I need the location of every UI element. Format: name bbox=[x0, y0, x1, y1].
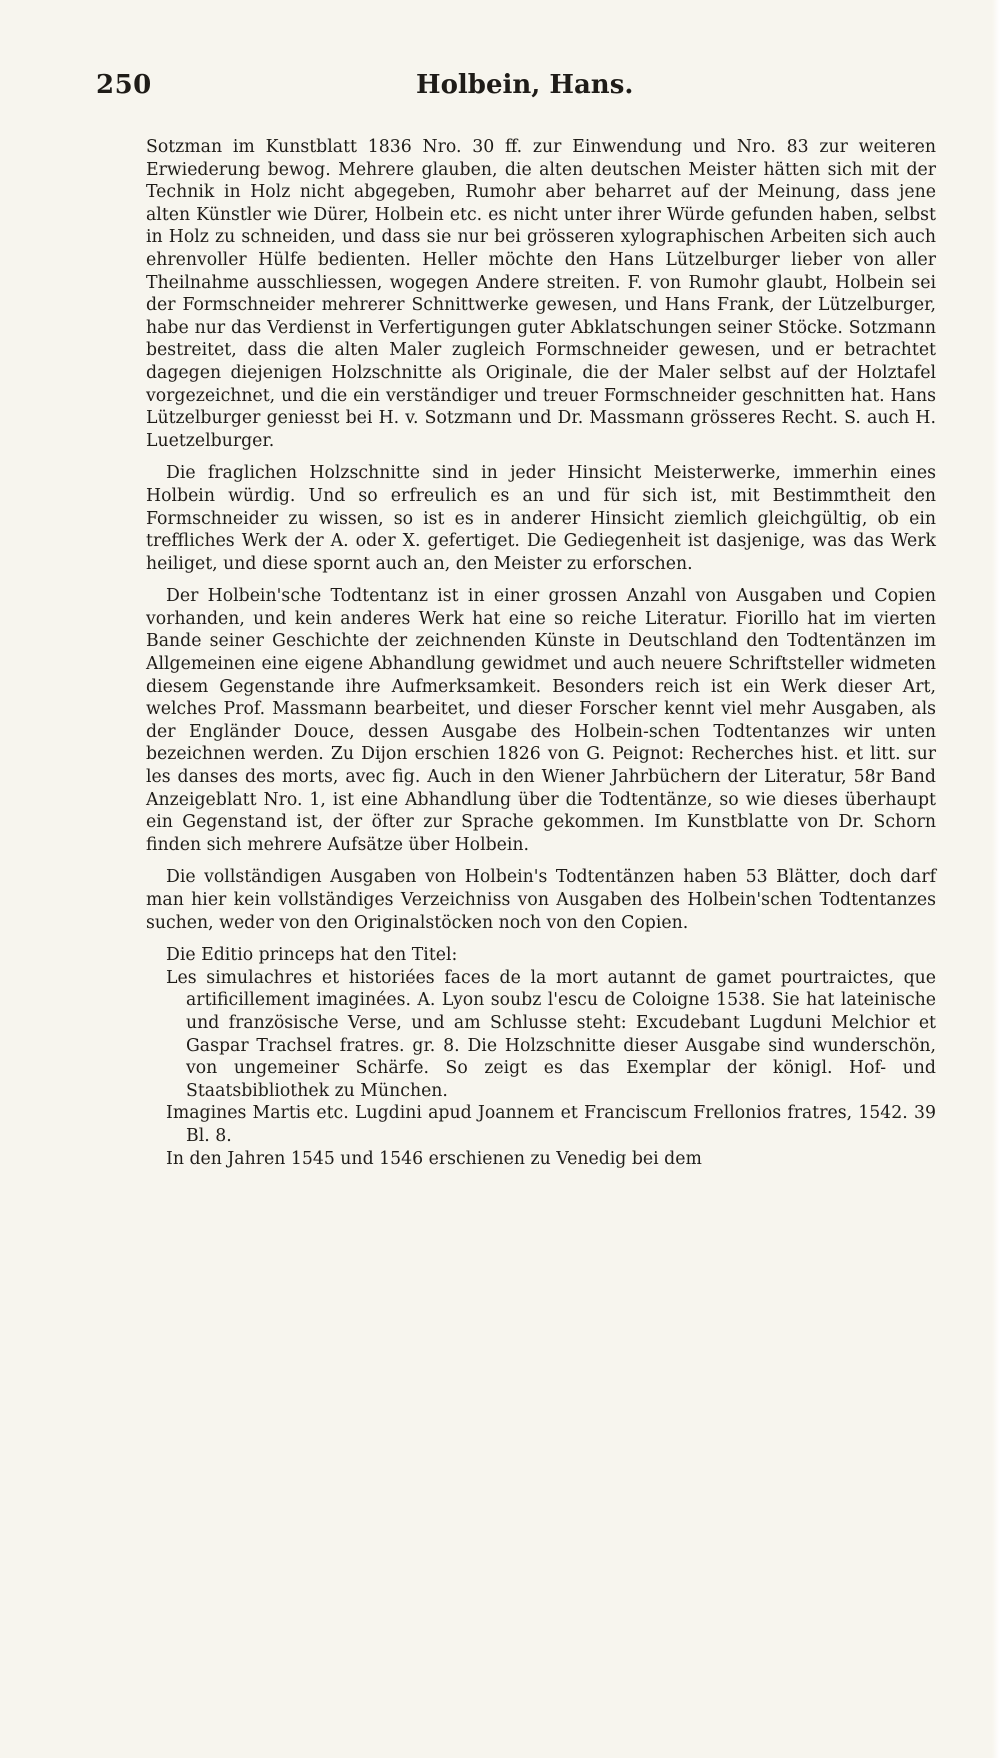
paragraph-holzschnitte: Die fraglichen Holzschnitte sind in jeder Hinsicht Meisterwerke, immerhin eines Holbein würdig. Und so erfreulich es an und für sich ist, mit Bestimmtheit den Formschneider zu wissen, so ist es in anderer Hinsicht ziemlich gleichgültig, ob ein treffliches Werk der A. oder X. gefertiget. Die Gediegenheit ist dasjenige, was das Werk heiliget, und diese spornt auch an, den Meister zu erforschen. bbox=[146, 463, 936, 574]
entry-imagines-martis: Imagines Martis etc. Lugdini apud Joannem et Franciscum Frellonios fratres, 1542. 39 Bl. 8. bbox=[166, 1103, 936, 1146]
paragraph-todtentanz: Der Holbein'sche Todtentanz ist in einer grossen Anzahl von Ausgaben und Copien vorhanden, und kein anderes Werk hat eine so reiche Literatur. Fiorillo hat im vierten Bande seiner Geschichte der zeichnenden Künste in Deutschland den Todtentänzen im Allgemeinen eine eigene Abhandlung gewidmet und auch neuere Schriftsteller widmeten diesem Gegenstande ihre Aufmerksamkeit. Besonders reich ist ein Werk dieser Art, welches Prof. Massmann bearbeitet, und dieser Forscher kennt viel mehr Ausgaben, als der Engländer Douce, dessen Ausgabe des Holbein-schen Todtentanzes wir unten bezeichnen werden. Zu Dijon erschien 1826 von G. Peignot: Recherches hist. et litt. sur les danses des morts, avec fig. Auch in den Wiener Jahrbüchern der Literatur, 58r Band Anzeigeblatt Nro. 1, ist eine Abhandlung über die Todtentänze, so wie dieses überhaupt ein Gegenstand ist, der öfter zur Sprache gekommen. Im Kunstblatte von Dr. Schorn finden sich mehrere Aufsätze über Holbein. bbox=[146, 586, 936, 855]
entry-simulachres: Les simulachres et historiées faces de la mort autannt de gamet pourtraictes, que artificillement imaginées. A. Lyon soubz l'escu de Coloigne 1538. Sie hat lateinische und französische Verse, und am Schlusse steht: Excudebant Lugduni Melchior et Gaspar Trachsel fratres. gr. 8. Die Holzschnitte dieser Ausgabe sind wunderschön, von ungemeiner Schärfe. So zeigt es das Exemplar der königl. Hof- und Staatsbibliothek zu München. bbox=[166, 967, 936, 1101]
paragraph-continuation: Sotzman im Kunstblatt 1836 Nro. 30 ff. zur Einwendung und Nro. 83 zur weiteren Erwiederung bewog. Mehrere glauben, die alten deutschen Meister hätten sich mit der Technik in Holz nicht abgegeben, Rumohr aber beharret auf der Meinung, dass jene alten Künstler wie Dürer, Holbein etc. es nicht unter ihrer Würde gefunden haben, selbst in Holz zu schneiden, und dass sie nur bei grösseren xylographischen Arbeiten sich auch ehrenvoller Hülfe bedienten. Heller möchte den Hans Lützelburger lieber von aller Theilnahme ausschliessen, wogegen Andere streiten. F. von Rumohr glaubt, Holbein sei der Formschneider mehrerer Schnittwerke gewesen, und Hans Frank, der Lützelburger, habe nur das Verdienst in Verfertigungen guter Abklatschungen seiner Stöcke. Sotzmann bestreitet, dass die alten Maler zugleich Formschneider gewesen, und er betrachtet dagegen diejenigen Holzschnitte als Originale, die der Maler selbst auf der Holztafel vorgezeichnet, und die ein verständiger und treuer Formschneider geschnitten hat. Hans Lützelburger geniesst bei H. v. Sotzmann und Dr. Massmann grösseres Recht. S. auch H. Luetzelburger. bbox=[146, 137, 936, 451]
running-head bbox=[96, 70, 932, 114]
running-title: Holbein, Hans. bbox=[416, 70, 634, 100]
paragraph-ausgaben: Die vollständigen Ausgaben von Holbein's Todtentänzen haben 53 Blätter, doch darf man hier kein vollständiges Verzeichniss von Ausgaben des Holbein'schen Todtentanzes suchen, weder von den Originalstöcken noch von den Copien. bbox=[146, 867, 936, 933]
entry-venedig: In den Jahren 1545 und 1546 erschienen zu Venedig bei dem bbox=[166, 1148, 702, 1169]
page-number: 250 bbox=[96, 70, 152, 100]
body-text bbox=[146, 136, 936, 1170]
entry-editio-princeps-intro: Die Editio princeps hat den Titel: bbox=[166, 945, 458, 966]
